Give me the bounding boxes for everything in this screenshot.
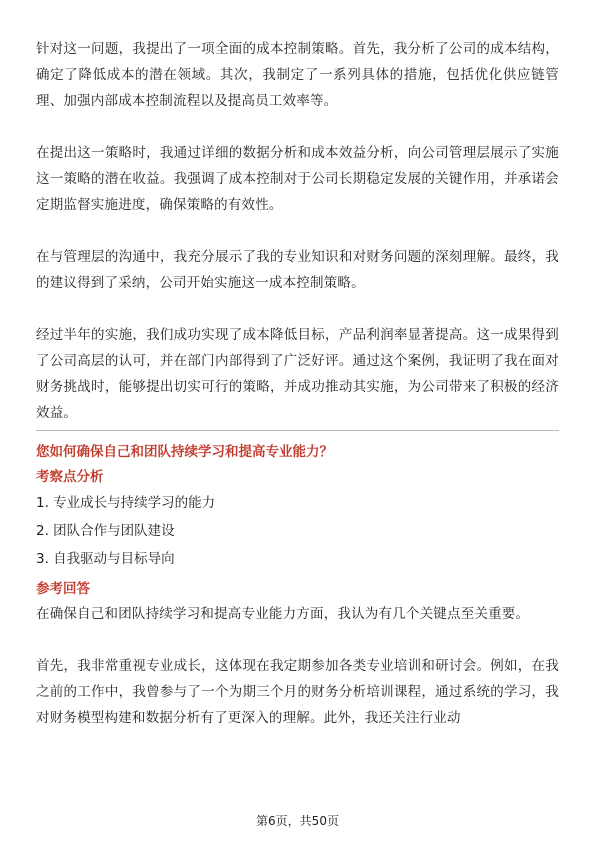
analysis-list xyxy=(36,489,559,573)
list-item: 2. 团队合作与团队建设 xyxy=(36,523,175,539)
list-item: 1. 专业成长与持续学习的能力 xyxy=(36,495,216,511)
list-item: 3. 自我驱动与目标导向 xyxy=(36,551,175,567)
page-footer: 第6页，共50页 xyxy=(256,814,339,828)
paragraph-communication: 在与管理层的沟通中，我充分展示了我的专业知识和对财务问题的深刻理解。最终，我的建议得到了采纳，公司开始实施这一成本控制策略。 xyxy=(36,249,559,291)
analysis-heading: 考察点分析 xyxy=(36,469,104,485)
answer-paragraph-intro: 在确保自己和团队持续学习和提高专业能力方面，我认为有几个关键点至关重要。 xyxy=(36,606,530,622)
section-divider xyxy=(36,430,559,431)
answer-paragraph-growth: 首先，我非常重视专业成长，这体现在我定期参加各类专业培训和研讨会。例如，在我之前的工作中，我曾参与了一个为期三个月的财务分析培训课程，通过系统的学习，我对财务模型构建和数据分析有了更深入的理解。此外，我还关注行业动 xyxy=(36,658,559,726)
answer-heading: 参考回答 xyxy=(36,581,90,597)
paragraph-strategy: 针对这一问题，我提出了一项全面的成本控制策略。首先，我分析了公司的成本结构，确定了降低成本的潜在领域。其次，我制定了一系列具体的措施，包括优化供应链管理、加强内部成本控制流程以及提高员工效率等。 xyxy=(36,41,559,109)
paragraph-proposal: 在提出这一策略时，我通过详细的数据分析和成本效益分析，向公司管理层展示了实施这一策略的潜在收益。我强调了成本控制对于公司长期稳定发展的关键作用，并承诺会定期监督实施进度，确保策略的有效性。 xyxy=(36,145,559,213)
question-title: 您如何确保自己和团队持续学习和提高专业能力？ xyxy=(36,444,333,460)
paragraph-result: 经过半年的实施，我们成功实现了成本降低目标，产品利润率显著提高。这一成果得到了公司高层的认可，并在部门内部得到了广泛好评。通过这个案例，我证明了我在面对财务挑战时，能够提出切实可行的策略，并成功推动其实施，为公司带来了积极的经济效益。 xyxy=(36,327,559,421)
page-content xyxy=(36,36,559,731)
